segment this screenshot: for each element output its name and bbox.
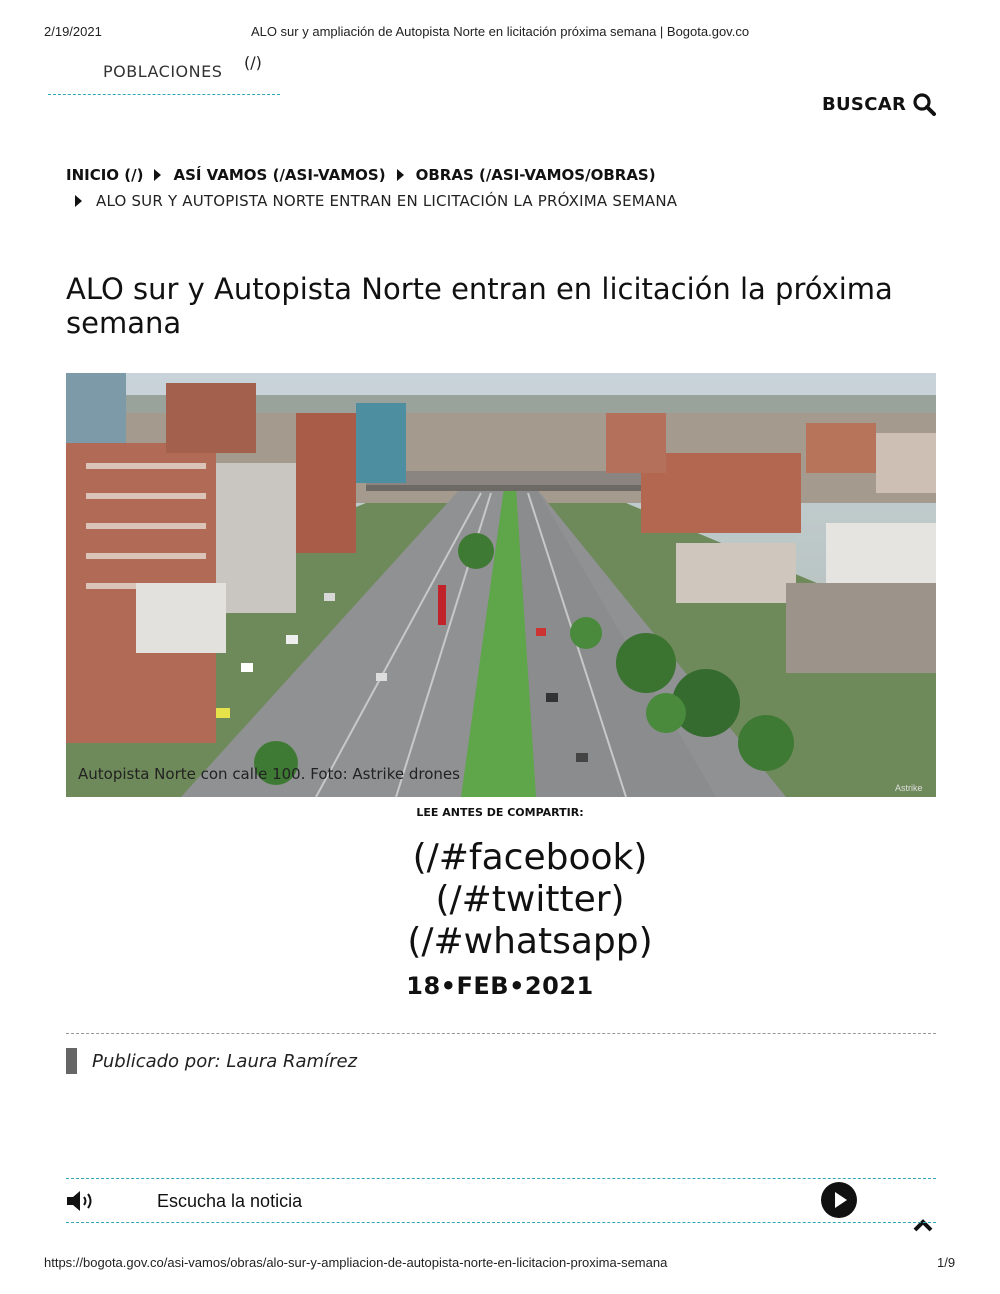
- share-label: LEE ANTES DE COMPARTIR:: [416, 806, 584, 819]
- breadcrumb: [66, 162, 946, 214]
- caret-right-icon: [154, 169, 161, 181]
- print-url: https://bogota.gov.co/asi-vamos/obras/alo-sur-y-ampliacion-de-autopista-norte-en-licitacion-proxima-semana: [44, 1255, 668, 1270]
- author-accent-bar: [66, 1048, 77, 1074]
- search-button[interactable]: [822, 92, 936, 116]
- search-label: BUSCAR: [822, 93, 907, 115]
- play-button[interactable]: [821, 1182, 857, 1218]
- breadcrumb-asi-vamos[interactable]: ASÍ VAMOS (/ASI-VAMOS): [173, 166, 386, 184]
- page-title: ALO sur y Autopista Norte entran en licitación la próxima semana: [66, 272, 893, 340]
- image-caption: Autopista Norte con calle 100. Foto: Astrike drones: [78, 765, 460, 783]
- print-title: ALO sur y ampliación de Autopista Norte en licitación próxima semana | Bogota.gov.co: [250, 24, 750, 39]
- share-links: [0, 837, 1000, 963]
- speaker-icon: [66, 1190, 96, 1212]
- nav-poblaciones[interactable]: POBLACIONES: [103, 62, 223, 81]
- audio-divider-bottom: [66, 1222, 936, 1223]
- publish-date: 18•FEB•2021: [406, 972, 594, 1000]
- nav-home-link[interactable]: (/): [244, 53, 262, 72]
- listen-label: Escucha la noticia: [157, 1191, 303, 1211]
- image-watermark: Astrike: [895, 783, 923, 793]
- caret-right-icon: [397, 169, 404, 181]
- share-twitter-link[interactable]: (/#twitter): [435, 879, 625, 920]
- hero-image: [66, 373, 936, 797]
- divider: [66, 1033, 936, 1034]
- author-byline: Publicado por: Laura Ramírez: [92, 1051, 358, 1072]
- breadcrumb-inicio[interactable]: INICIO (/): [66, 166, 144, 184]
- search-icon: [912, 92, 936, 116]
- audio-divider-top: [66, 1178, 936, 1179]
- breadcrumb-obras[interactable]: OBRAS (/ASI-VAMOS/OBRAS): [415, 166, 656, 184]
- share-facebook-link[interactable]: (/#facebook): [412, 837, 648, 878]
- caret-right-icon: [75, 195, 82, 207]
- breadcrumb-current: ALO SUR Y AUTOPISTA NORTE ENTRAN EN LICITACIÓN LA PRÓXIMA SEMANA: [96, 192, 678, 210]
- share-whatsapp-link[interactable]: (/#whatsapp): [407, 921, 653, 962]
- print-page-number: 1/9: [937, 1255, 956, 1270]
- chevron-up-icon[interactable]: [913, 1218, 933, 1232]
- print-date: 2/19/2021: [44, 24, 102, 39]
- nav-divider: [48, 94, 280, 95]
